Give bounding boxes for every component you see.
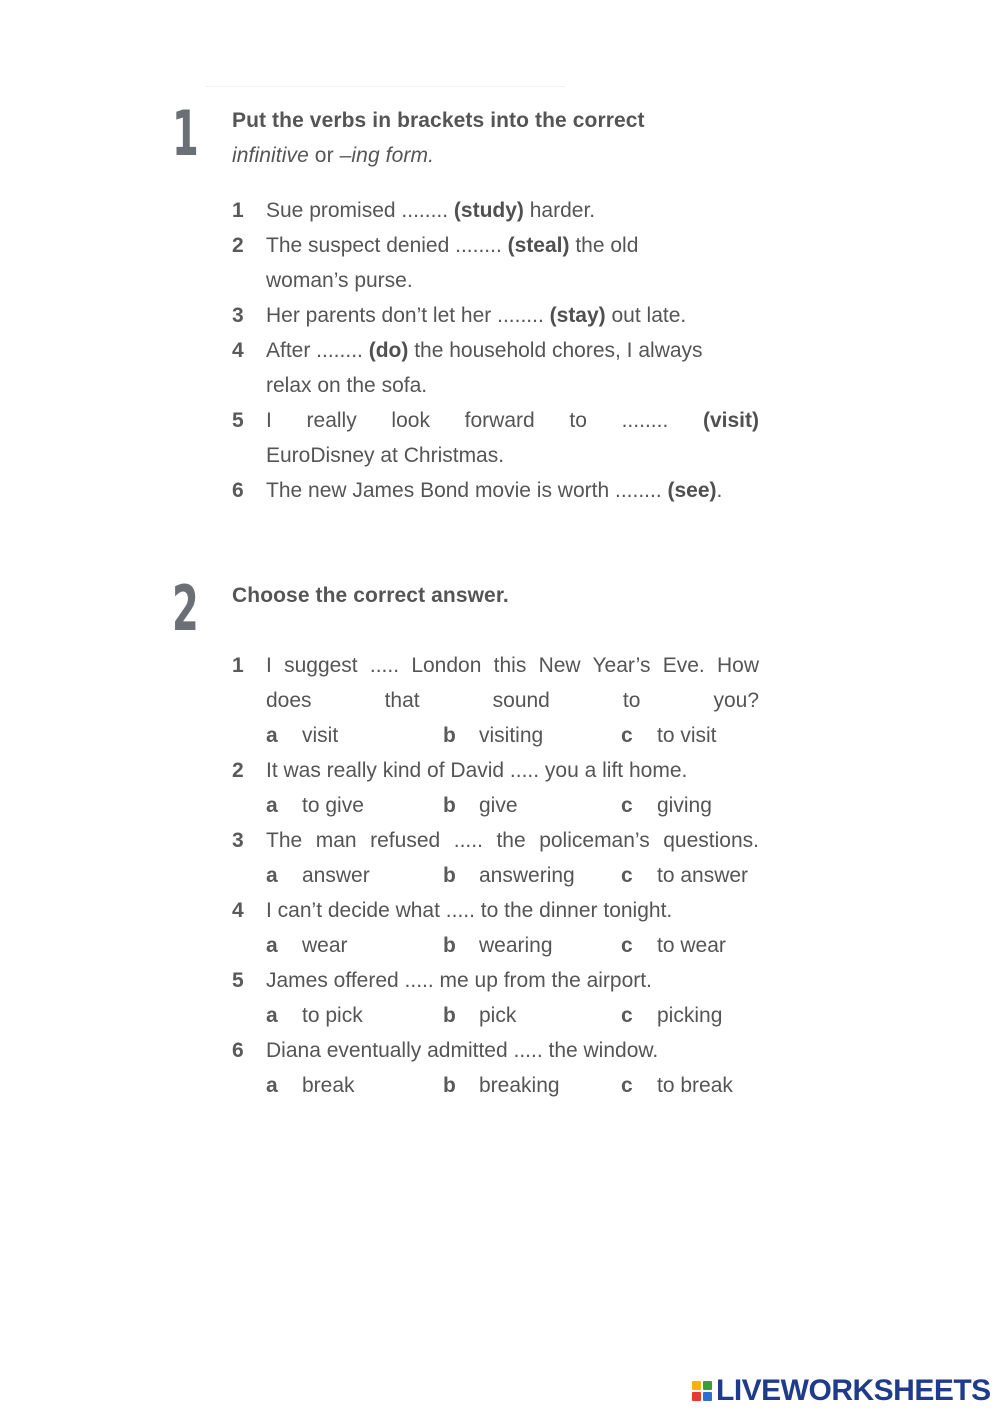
- option-a[interactable]: [266, 718, 338, 753]
- option-text: break: [302, 1074, 355, 1097]
- item-verb: (see): [667, 479, 717, 502]
- option-b[interactable]: [443, 858, 575, 893]
- option-text: answer: [302, 864, 370, 887]
- list-item: [232, 193, 759, 228]
- item-number: 4: [232, 339, 244, 362]
- liveworksheets-brand[interactable]: [692, 1375, 991, 1407]
- item-text: EuroDisney at Christmas.: [266, 444, 505, 467]
- item-text: the household chores, I always relax on the sofa.: [266, 339, 703, 397]
- question-text: Diana eventually admitted ..... the window.: [266, 1039, 659, 1062]
- option-letter: b: [443, 1004, 456, 1027]
- option-text: to pick: [302, 1004, 363, 1027]
- question-options: [232, 928, 759, 963]
- option-text: to wear: [657, 934, 726, 957]
- option-letter: a: [266, 864, 278, 887]
- question-item: [232, 1033, 759, 1068]
- question-item: [232, 753, 759, 788]
- exercise-2-list: [232, 648, 759, 1103]
- question-number: 1: [232, 654, 244, 677]
- question-text: I suggest ..... London this New Year’s Eve. How does that sound to you?: [266, 654, 759, 712]
- question-options: [232, 718, 759, 753]
- option-letter: a: [266, 794, 278, 817]
- item-number: 3: [232, 304, 244, 327]
- item-text: The new James Bond movie is worth ........: [266, 479, 668, 502]
- option-letter: a: [266, 724, 278, 747]
- option-letter: b: [443, 724, 456, 747]
- list-item: [232, 228, 710, 298]
- option-c[interactable]: [621, 788, 712, 823]
- option-text: give: [479, 794, 518, 817]
- top-divider: [205, 86, 565, 87]
- item-verb: (study): [453, 199, 524, 222]
- item-text: I really look forward to ........: [266, 409, 703, 432]
- exercise-1-list: [232, 193, 759, 438]
- option-a[interactable]: [266, 998, 363, 1033]
- item-verb: (do): [368, 339, 409, 362]
- option-text: to break: [657, 1074, 733, 1097]
- option-a[interactable]: [266, 858, 370, 893]
- option-text: breaking: [479, 1074, 560, 1097]
- option-text: giving: [657, 794, 712, 817]
- question-text: The man refused ..... the policeman’s questions.: [266, 829, 759, 852]
- instruction-italic-ing: –ing form.: [339, 144, 434, 167]
- item-text: Her parents don’t let her ........: [266, 304, 550, 327]
- item-verb: (steal): [507, 234, 570, 257]
- question-text: I can’t decide what ..... to the dinner tonight.: [266, 899, 673, 922]
- option-c[interactable]: [621, 718, 717, 753]
- item-number: 6: [232, 479, 244, 502]
- option-letter: a: [266, 1074, 278, 1097]
- option-c[interactable]: [621, 928, 726, 963]
- question-number: 6: [232, 1039, 244, 1062]
- exercise-1-number: 1: [172, 97, 199, 170]
- option-text: visit: [302, 724, 339, 747]
- question-number: 4: [232, 899, 244, 922]
- instruction-line-2: [232, 138, 645, 173]
- option-b[interactable]: [443, 1068, 560, 1103]
- option-b[interactable]: [443, 718, 543, 753]
- option-a[interactable]: [266, 928, 348, 963]
- option-letter: c: [621, 934, 633, 957]
- option-b[interactable]: [443, 998, 516, 1033]
- question-text: It was really kind of David ..... you a lift home.: [266, 759, 688, 782]
- option-letter: c: [621, 1004, 633, 1027]
- list-item: [232, 333, 716, 403]
- item-number: 5: [232, 409, 244, 432]
- item-text: Sue promised ........: [266, 199, 454, 222]
- exercise-1-instruction: [232, 103, 645, 173]
- item-text: .: [716, 479, 723, 502]
- option-a[interactable]: [266, 1068, 355, 1103]
- question-options: [232, 788, 759, 823]
- item-number: 2: [232, 234, 244, 257]
- option-letter: b: [443, 794, 456, 817]
- item-text: harder.: [523, 199, 596, 222]
- liveworksheets-logo-icon: [692, 1381, 712, 1401]
- option-letter: c: [621, 864, 633, 887]
- item-text: the old woman’s purse.: [266, 234, 639, 292]
- option-text: to give: [302, 794, 364, 817]
- option-c[interactable]: [621, 1068, 733, 1103]
- exercise-2-instruction: Choose the correct answer.: [232, 584, 509, 607]
- option-letter: b: [443, 934, 456, 957]
- option-text: wear: [302, 934, 348, 957]
- item-text: The suspect denied ........: [266, 234, 508, 257]
- exercise-1-list-tail: [232, 438, 759, 508]
- item-number: 1: [232, 199, 244, 222]
- item-text: out late.: [605, 304, 687, 327]
- option-letter: a: [266, 934, 278, 957]
- instruction-line-1: Put the verbs in brackets into the correct: [232, 109, 645, 132]
- option-a[interactable]: [266, 788, 364, 823]
- option-letter: c: [621, 1074, 633, 1097]
- question-number: 5: [232, 969, 244, 992]
- option-b[interactable]: [443, 928, 553, 963]
- list-item-continuation: [232, 438, 759, 473]
- instruction-italic-infinitive: infinitive: [232, 144, 309, 167]
- question-item: [232, 963, 759, 998]
- question-text: James offered ..... me up from the airport.: [266, 969, 652, 992]
- question-options: [232, 858, 759, 893]
- option-letter: a: [266, 1004, 278, 1027]
- question-item: [232, 893, 759, 928]
- option-c[interactable]: [621, 998, 722, 1033]
- list-item: [232, 298, 759, 333]
- option-letter: b: [443, 864, 456, 887]
- option-b[interactable]: [443, 788, 518, 823]
- item-text: After ........: [266, 339, 369, 362]
- question-options: [232, 1068, 759, 1103]
- option-text: to visit: [657, 724, 717, 747]
- brand-name: LIVEWORKSHEETS: [716, 1374, 991, 1407]
- item-verb: (visit): [702, 409, 759, 432]
- question-options: [232, 998, 759, 1033]
- option-c[interactable]: [621, 858, 748, 893]
- option-letter: b: [443, 1074, 456, 1097]
- exercise-2-number: 2: [172, 572, 199, 645]
- option-text: picking: [657, 1004, 723, 1027]
- question-number: 2: [232, 759, 244, 782]
- option-letter: c: [621, 724, 633, 747]
- option-text: wearing: [479, 934, 553, 957]
- option-text: to answer: [657, 864, 749, 887]
- option-text: visiting: [479, 724, 544, 747]
- question-number: 3: [232, 829, 244, 852]
- instruction-or: or: [308, 144, 340, 167]
- option-letter: c: [621, 794, 633, 817]
- option-text: answering: [479, 864, 575, 887]
- question-item: [232, 823, 759, 858]
- item-verb: (stay): [549, 304, 606, 327]
- option-text: pick: [479, 1004, 517, 1027]
- list-item-continuation: [232, 403, 759, 438]
- question-item: [232, 648, 759, 718]
- list-item: [232, 473, 736, 508]
